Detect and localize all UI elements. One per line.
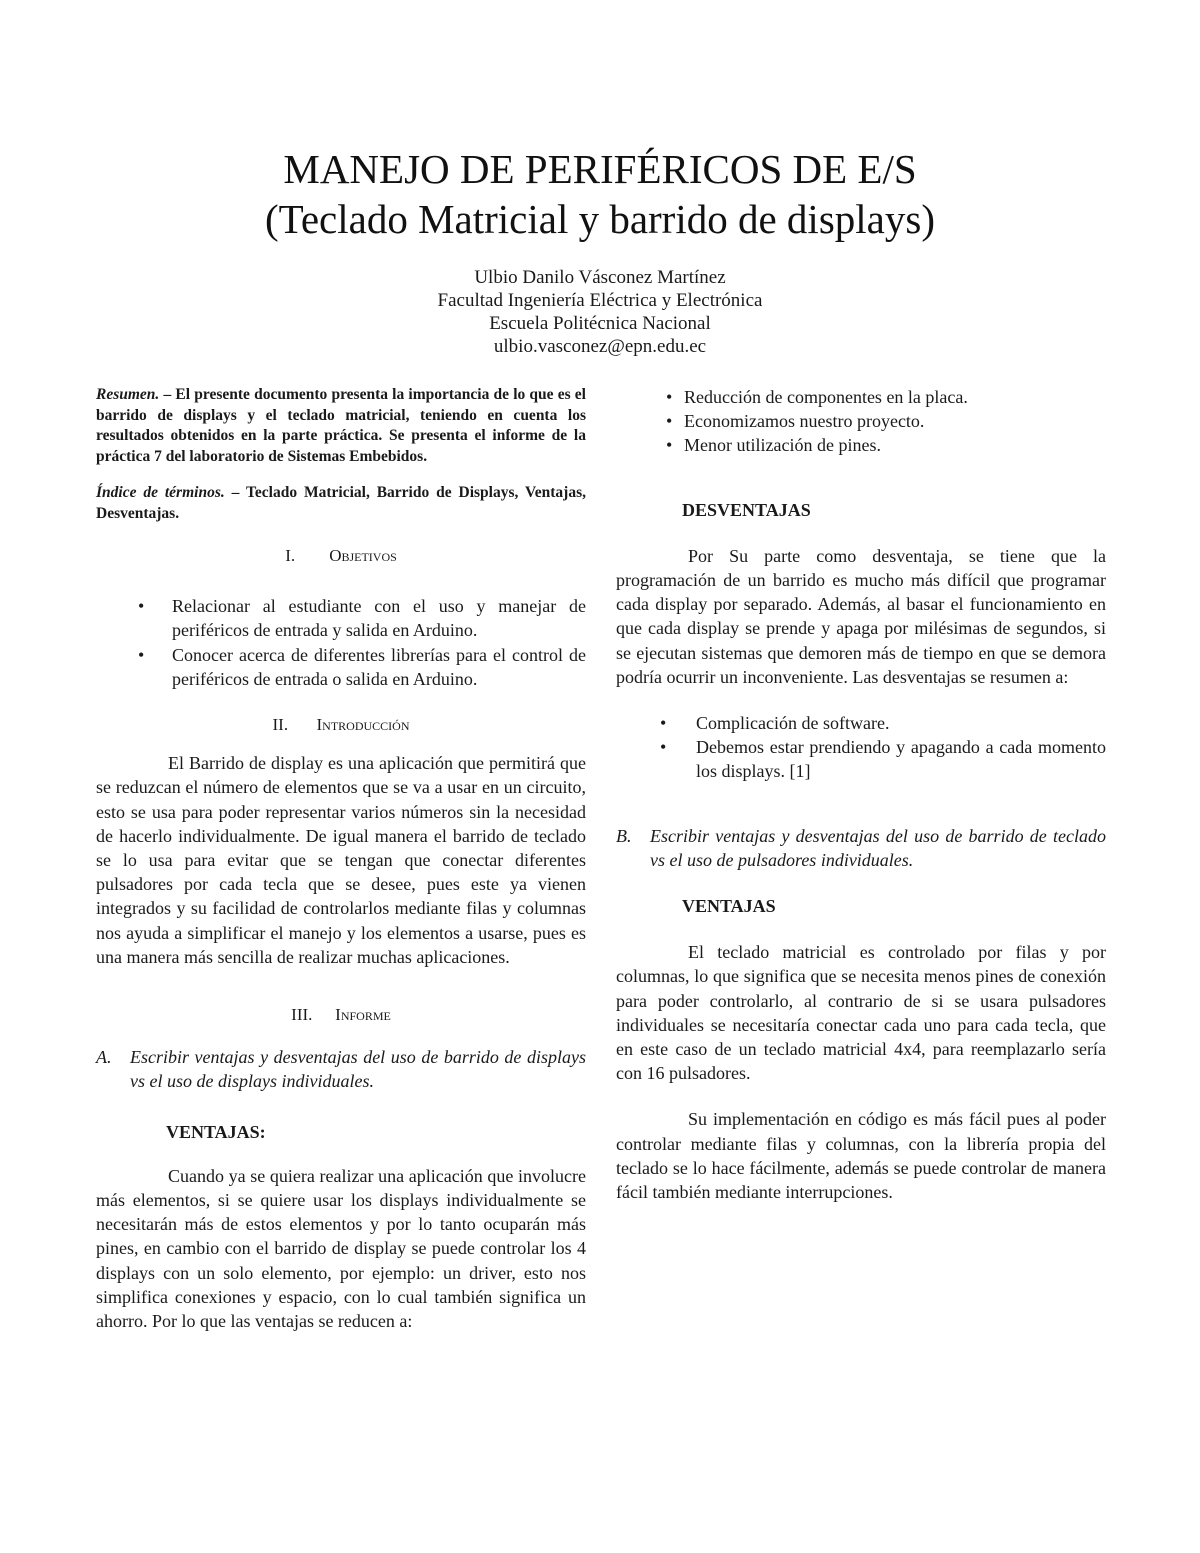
subsection-letter: B. <box>616 825 632 846</box>
section-number: II. <box>272 715 289 735</box>
title-line-1: MANEJO DE PERIFÉRICOS DE E/S <box>283 146 917 192</box>
bullet-icon: • <box>138 596 145 617</box>
section-title: Informe <box>335 1005 391 1025</box>
desventajas-heading: DESVENTAJAS <box>682 499 811 520</box>
ventajas-a-heading: VENTAJAS: <box>166 1121 266 1142</box>
ventajas-b-heading: VENTAJAS <box>682 896 776 917</box>
ventajas-a-list <box>666 385 1106 458</box>
list-item-text: Debemos estar prendiendo y apagando a cada momento los displays. [1] <box>696 737 1106 782</box>
index-terms-text: – Teclado Matricial, Barrido de Displays, Ventajas, Desventajas. <box>96 484 586 522</box>
list-item <box>616 735 1106 783</box>
desventajas-list <box>616 711 1106 784</box>
list-item-text: Menor utilización de pines. <box>684 435 881 456</box>
section-heading-introduccion <box>96 713 586 737</box>
paper-title <box>0 144 1200 244</box>
right-column <box>616 385 1106 1204</box>
section-title: Introducción <box>316 715 410 735</box>
ventajas-b-paragraph-1: El teclado matricial es controlado por filas y por columnas, lo que significa que se necesita menos pines de conexión para poder controlarlo, al contrario de si se usara pulsadores individuales se necesitaría conectar cada uno para cada tecla, que en este caso de un teclado matricial 4x4, para reemplazarlo sería con 16 pulsadores. <box>616 942 1106 1084</box>
section-heading-informe <box>96 1003 586 1027</box>
subsection-text: Escribir ventajas y desventajas del uso de barrido de displays vs el uso de displays individuales. <box>130 1047 586 1092</box>
ventajas-b-paragraph-2: Su implementación en código es más fácil pues al poder controlar mediante filas y columnas, con la librería propia del teclado se lo hace fácilmente, además se puede controlar de manera fácil también mediante interrupciones. <box>616 1109 1106 1203</box>
subsection-a <box>96 1045 586 1093</box>
title-line-2: (Teclado Matricial y barrido de displays) <box>265 196 935 242</box>
list-item <box>96 643 586 691</box>
author-faculty: Facultad Ingeniería Eléctrica y Electrónica <box>437 290 763 311</box>
section-number: I. <box>285 546 296 565</box>
bullet-icon: • <box>660 713 667 734</box>
author-block <box>0 266 1200 358</box>
list-item <box>666 409 1106 433</box>
section-title: Objetivos <box>329 546 397 565</box>
desventajas-paragraph: Por Su parte como desventaja, se tiene que la programación de un barrido es mucho más difícil que programar cada display por separado. Además, al basar el funcionamiento en que cada display se prende y apaga por milésimas de segundos, si se ejecutan sistemas que demoren más de tiempo en que se demora podría ocurrir un inconveniente. Las desventajas se resumen a: <box>616 545 1106 687</box>
subsection-b <box>616 824 1106 872</box>
author-school: Escuela Politécnica Nacional <box>489 313 711 334</box>
list-item-text: Relacionar al estudiante con el uso y manejar de periféricos de entrada y salida en Arduino. <box>172 596 586 641</box>
list-item <box>666 433 1106 457</box>
index-terms <box>96 483 586 524</box>
abstract <box>96 385 586 467</box>
abstract-lead: Resumen. <box>96 386 160 403</box>
subsection-letter: A. <box>96 1047 112 1068</box>
left-column <box>96 385 586 1333</box>
author-email: ulbio.vasconez@epn.edu.ec <box>493 336 707 357</box>
bullet-icon: • <box>666 387 673 407</box>
index-terms-lead: Índice de términos. <box>96 484 225 501</box>
bullet-icon: • <box>666 435 673 456</box>
intro-paragraph: El Barrido de display es una aplicación que permitirá que se reduzcan el número de elementos que se va a usar en un circuito, esto se usa para poder representar varios números sin la necesidad de hacerlo individualmente. De igual manera el barrido de teclado se lo usa para evitar que se tengan que conectar diferentes pulsadores por cada tecla que se desee, pues este ya vienen integrados y su facilidad de controlarlos mediante filas y columnas nos ayuda a simplificar el manejo y los elementos a usarse, pues es una manera más sencilla de realizar muchas aplicaciones. <box>96 753 586 967</box>
list-item-text: Reducción de componentes en la placa. <box>684 387 968 407</box>
abstract-text: – El presente documento presenta la importancia de lo que es el barrido de displays y el teclado matricial, teniendo en cuenta los resultados obtenidos en la parte práctica. Se presenta el informe de la práctica 7 del laboratorio de Sistemas Embebidos. <box>96 386 586 465</box>
list-item-text: Conocer acerca de diferentes librerías para el control de periféricos de entrada o salida en Arduino. <box>172 644 586 689</box>
list-item-text: Complicación de software. <box>696 713 890 734</box>
ventajas-a-paragraph: Cuando ya se quiera realizar una aplicación que involucre más elementos, si se quiere usar los displays individualmente se necesitarán más de estos elementos y por lo tanto ocuparán más pines, en cambio con el barrido de display se puede controlar los 4 displays con un solo elemento, por ejemplo: un driver, esto nos simplifica conexiones y espacio, con lo cual también significa un ahorro. Por lo que las ventajas se reducen a: <box>96 1165 586 1332</box>
bullet-icon: • <box>660 737 667 758</box>
section-heading-objetivos <box>96 544 586 568</box>
list-item <box>616 711 1106 735</box>
list-item <box>96 594 586 642</box>
objectives-list <box>96 594 586 691</box>
list-item <box>666 385 1106 409</box>
bullet-icon: • <box>138 644 145 665</box>
author-name: Ulbio Danilo Vásconez Martínez <box>474 267 726 288</box>
section-number: III. <box>291 1005 313 1025</box>
subsection-text: Escribir ventajas y desventajas del uso de barrido de teclado vs el uso de pulsadores individuales. <box>650 825 1106 870</box>
bullet-icon: • <box>666 411 673 432</box>
list-item-text: Economizamos nuestro proyecto. <box>684 411 925 432</box>
